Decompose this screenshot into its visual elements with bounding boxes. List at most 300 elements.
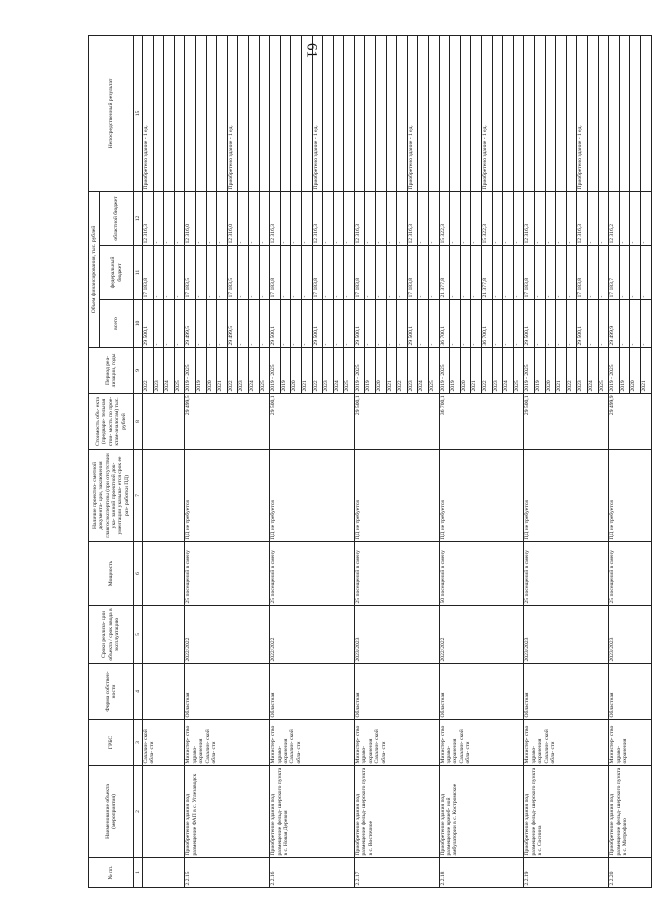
header-cost: Стоимость объ- екта (предвари- тельная стои- мость по прое- ктам-аналогам) тыс. рублей [89, 394, 134, 450]
result-cell [513, 35, 524, 191]
design-docs-cell: ПД не требуется [185, 450, 270, 542]
result-cell [195, 35, 206, 191]
result-cell [323, 35, 334, 191]
result-cell [301, 35, 312, 191]
regional-cell: - [429, 191, 440, 245]
result-cell [492, 35, 503, 191]
period-cell: 2024 [503, 348, 514, 394]
total-cell: - [248, 300, 259, 348]
regional-cell: - [598, 191, 609, 245]
total-cell: 29 500,1 [354, 300, 365, 348]
federal-cell: - [386, 246, 397, 300]
period-cell: 2024 [248, 348, 259, 394]
period-cell: 2023 [238, 348, 249, 394]
federal-cell: - [640, 246, 651, 300]
result-cell [248, 35, 259, 191]
regional-cell: 15 322,3 [482, 191, 493, 245]
federal-cell: - [248, 246, 259, 300]
total-cell: - [598, 300, 609, 348]
regional-cell: - [280, 191, 291, 245]
column-number: 6 [134, 542, 143, 606]
term-cell: 2022/2022 [185, 606, 270, 664]
total-cell: 29 500,1 [270, 300, 281, 348]
total-cell: - [195, 300, 206, 348]
period-cell: 2024 [418, 348, 429, 394]
cost-cell: 36 700,1 [439, 394, 524, 450]
cost-cell [143, 394, 185, 450]
regional-cell: 12 316,3 [312, 191, 323, 245]
period-cell: 2020 [545, 348, 556, 394]
result-cell: Приобретено здание - 1 ед. [227, 35, 238, 191]
capacity-cell: 25 посещений в смену [185, 542, 270, 606]
regional-cell: 12 316,3 [407, 191, 418, 245]
total-cell: - [301, 300, 312, 348]
result-cell [418, 35, 429, 191]
regional-cell: - [640, 191, 651, 245]
regional-cell: - [513, 191, 524, 245]
regional-cell: - [566, 191, 577, 245]
object-name: Приобретение здания под размещение ФАП в с. Углезаводск [185, 766, 270, 858]
row-number: 2.2.18 [439, 858, 524, 888]
federal-cell: - [598, 246, 609, 300]
regional-cell: - [587, 191, 598, 245]
result-cell [460, 35, 471, 191]
federal-cell: 17 183,8 [143, 246, 154, 300]
total-cell: - [217, 300, 228, 348]
period-cell: 2021 [301, 348, 312, 394]
regional-cell: - [195, 191, 206, 245]
period-cell: 2019 - 2025 [609, 348, 620, 394]
total-cell: - [587, 300, 598, 348]
total-cell: - [619, 300, 630, 348]
total-cell: - [280, 300, 291, 348]
header-funding-group: Объем финансирования, тыс. рублей [89, 191, 100, 347]
regional-cell: 12 316,3 [143, 191, 154, 245]
total-cell: - [344, 300, 355, 348]
table-row [143, 35, 154, 887]
result-cell [217, 35, 228, 191]
program-table [88, 35, 652, 888]
header-result: Непосредственный результат [89, 35, 134, 191]
regional-cell: - [259, 191, 270, 245]
regional-cell: - [365, 191, 376, 245]
regional-cell: - [248, 191, 259, 245]
federal-cell: - [164, 246, 175, 300]
ownership-cell: Областная [354, 664, 439, 720]
row-number: 2.2.16 [270, 858, 355, 888]
object-name: Приобретение здания под размещение фельд- шерского пункта в с. Восточное [354, 766, 439, 858]
federal-cell: - [556, 246, 567, 300]
object-name: Приобретение здания под размещение фельд- шерского пункта в с. Митрофано [609, 766, 651, 858]
ownership-cell: Областная [439, 664, 524, 720]
result-cell [259, 35, 270, 191]
total-cell: - [376, 300, 387, 348]
period-cell: 2020 [460, 348, 471, 394]
header-ownership: Форма собствен- ности [89, 664, 134, 720]
regional-cell: - [545, 191, 556, 245]
total-cell: - [492, 300, 503, 348]
period-cell: 2022 [482, 348, 493, 394]
grbs-cell: Министер- ство здраво- охранения Сахалин- ской обла- сти [439, 720, 524, 766]
result-cell [185, 35, 196, 191]
regional-cell: - [323, 191, 334, 245]
total-cell: - [556, 300, 567, 348]
result-cell [566, 35, 577, 191]
capacity-cell [143, 542, 185, 606]
period-cell: 2022 [397, 348, 408, 394]
table-row [354, 35, 365, 887]
period-cell: 2025 [598, 348, 609, 394]
header-design-docs: Наличие проектно- сметной документа- ции, заключения главгосэкспертизы (при отсутствии ука- занной проектной док- ументации указыва- ется срок ее раз- работки ПД) [89, 450, 134, 542]
period-cell: 2022 [312, 348, 323, 394]
term-cell: 2023/2023 [354, 606, 439, 664]
period-cell: 2020 [291, 348, 302, 394]
result-cell [291, 35, 302, 191]
row-number: 2.2.17 [354, 858, 439, 888]
regional-cell: 15 322,3 [439, 191, 450, 245]
total-cell: - [545, 300, 556, 348]
total-cell: - [513, 300, 524, 348]
total-cell: - [206, 300, 217, 348]
row-number: 2.2.15 [185, 858, 270, 888]
total-cell: 29 500,1 [312, 300, 323, 348]
period-cell: 2021 [471, 348, 482, 394]
result-cell [524, 35, 535, 191]
capacity-cell: 25 посещений в смену [609, 542, 651, 606]
total-cell: - [460, 300, 471, 348]
federal-cell: - [365, 246, 376, 300]
grbs-cell: Министер- ство здраво- охранения Сахалин- ской обла- сти [185, 720, 270, 766]
period-cell: 2020 [206, 348, 217, 394]
regional-cell: - [164, 191, 175, 245]
federal-cell: - [460, 246, 471, 300]
term-cell: 2022/2022 [270, 606, 355, 664]
result-cell: Приобретено здание - 1 ед. [577, 35, 588, 191]
period-cell: 2025 [513, 348, 524, 394]
grbs-cell: Министер- ство здраво- охранения [609, 720, 651, 766]
period-cell: 2019 - 2025 [270, 348, 281, 394]
object-name: Приобретение здания под размещение врачеб- ной амбулатории в с. Костромское [439, 766, 524, 858]
total-cell: - [450, 300, 461, 348]
federal-cell: - [619, 246, 630, 300]
header-num: № пп. [89, 858, 134, 888]
header-name: Наименование объекта (мероприятия) [89, 766, 134, 858]
regional-cell: - [238, 191, 249, 245]
federal-cell: - [333, 246, 344, 300]
table-body [143, 35, 652, 887]
result-cell [376, 35, 387, 191]
column-number: 4 [134, 664, 143, 720]
total-cell: - [566, 300, 577, 348]
federal-cell: - [376, 246, 387, 300]
period-cell: 2019 - 2025 [524, 348, 535, 394]
cost-cell: 29 500,1 [524, 394, 609, 450]
federal-cell: - [450, 246, 461, 300]
table-row [609, 35, 620, 887]
header-regional: областной бюджет [100, 191, 134, 245]
design-docs-cell: ПД не требуется [609, 450, 651, 542]
result-cell [587, 35, 598, 191]
object-name: Приобретение здания под размещение фельд- шерского пункта в с. Новая Деревня [270, 766, 355, 858]
federal-cell: 17 183,8 [270, 246, 281, 300]
federal-cell: 21 377,8 [482, 246, 493, 300]
column-number: 1 [134, 858, 143, 888]
total-cell: - [174, 300, 185, 348]
total-cell: 29 500,1 [143, 300, 154, 348]
federal-cell: - [503, 246, 514, 300]
federal-cell: 17 183,8 [577, 246, 588, 300]
regional-cell: - [344, 191, 355, 245]
header-capacity: Мощность [89, 542, 134, 606]
rotated-table-wrapper [88, 36, 647, 888]
period-cell: 2019 [450, 348, 461, 394]
federal-cell: - [534, 246, 545, 300]
table-row [270, 35, 281, 887]
federal-cell: - [545, 246, 556, 300]
federal-cell: - [344, 246, 355, 300]
design-docs-cell: ПД не требуется [270, 450, 355, 542]
total-cell: - [418, 300, 429, 348]
period-cell: 2023 [577, 348, 588, 394]
column-number: 12 [134, 191, 143, 245]
cost-cell: 29 500,1 [354, 394, 439, 450]
grbs-cell: Министер- ство здраво- охранения Сахалин- ской обла- сти [354, 720, 439, 766]
header-term: Сроки реализа- ции объекта / срок ввода в эксплуатацию [89, 606, 134, 664]
federal-cell: - [566, 246, 577, 300]
total-cell: - [397, 300, 408, 348]
column-number: 5 [134, 606, 143, 664]
result-cell [153, 35, 164, 191]
term-cell: 2022/2022 [439, 606, 524, 664]
grbs-cell: Министер- ство здраво- охранения Сахалин- ской обла- сти [524, 720, 609, 766]
ownership-cell: Областная [270, 664, 355, 720]
capacity-cell: 50 посещений в смену [439, 542, 524, 606]
grbs-cell: Сахалин- ской обла- сти [143, 720, 185, 766]
result-cell: Приобретено здание - 1 ед. [143, 35, 154, 191]
regional-cell: - [471, 191, 482, 245]
period-cell: 2022 [227, 348, 238, 394]
result-cell [238, 35, 249, 191]
regional-cell: 12 316,0 [227, 191, 238, 245]
total-cell: - [365, 300, 376, 348]
column-number: 10 [134, 300, 143, 348]
period-cell: 2020 [630, 348, 641, 394]
federal-cell: 17 183,5 [185, 246, 196, 300]
result-cell [386, 35, 397, 191]
period-cell: 2023 [153, 348, 164, 394]
federal-cell: - [587, 246, 598, 300]
result-cell [206, 35, 217, 191]
federal-cell: - [492, 246, 503, 300]
column-number-row [134, 35, 143, 887]
period-cell: 2022 [143, 348, 154, 394]
result-cell [174, 35, 185, 191]
regional-cell: - [217, 191, 228, 245]
header-total: всего [100, 300, 134, 348]
total-cell: 29 500,1 [577, 300, 588, 348]
ownership-cell [143, 664, 185, 720]
result-cell [344, 35, 355, 191]
federal-cell: 17 183,8 [312, 246, 323, 300]
design-docs-cell: ПД не требуется [524, 450, 609, 542]
result-cell [556, 35, 567, 191]
regional-cell: - [492, 191, 503, 245]
federal-cell: 17 183,7 [609, 246, 620, 300]
federal-cell: - [206, 246, 217, 300]
period-cell: 2025 [344, 348, 355, 394]
total-cell: - [291, 300, 302, 348]
period-cell: 2024 [333, 348, 344, 394]
federal-cell: - [418, 246, 429, 300]
header-federal: федеральный бюджет [100, 246, 134, 300]
header-grbs: ГРБС [89, 720, 134, 766]
term-cell: 2023/2023 [524, 606, 609, 664]
federal-cell: 21 377,8 [439, 246, 450, 300]
federal-cell: - [217, 246, 228, 300]
period-cell: 2023 [407, 348, 418, 394]
total-cell: - [429, 300, 440, 348]
federal-cell: - [471, 246, 482, 300]
result-cell [450, 35, 461, 191]
period-cell: 2019 [619, 348, 630, 394]
federal-cell: 17 183,5 [227, 246, 238, 300]
federal-cell: - [195, 246, 206, 300]
total-cell: 29 499,5 [227, 300, 238, 348]
federal-cell: 17 183,8 [524, 246, 535, 300]
regional-cell: 12 316,3 [270, 191, 281, 245]
result-cell: Приобретено здание - 1 ед. [407, 35, 418, 191]
federal-cell: - [301, 246, 312, 300]
total-cell: - [640, 300, 651, 348]
federal-cell: - [259, 246, 270, 300]
regional-cell: - [630, 191, 641, 245]
regional-cell: - [503, 191, 514, 245]
federal-cell: 17 183,8 [407, 246, 418, 300]
total-cell: - [323, 300, 334, 348]
total-cell: - [534, 300, 545, 348]
design-docs-cell: ПД не требуется [354, 450, 439, 542]
regional-cell: - [301, 191, 312, 245]
grbs-cell: Министер- ство здраво- охранения Сахалин- ской обла- сти [270, 720, 355, 766]
period-cell: 2019 [195, 348, 206, 394]
period-cell: 2024 [164, 348, 175, 394]
ownership-cell: Областная [185, 664, 270, 720]
regional-cell: 12 316,3 [577, 191, 588, 245]
column-number: 15 [134, 35, 143, 191]
term-cell: 2023/2023 [609, 606, 651, 664]
table-row [524, 35, 535, 887]
ownership-cell: Областная [609, 664, 651, 720]
row-number: 2.2.19 [524, 858, 609, 888]
total-cell: - [333, 300, 344, 348]
regional-cell: - [397, 191, 408, 245]
period-cell: 2025 [174, 348, 185, 394]
result-cell [534, 35, 545, 191]
regional-cell: - [206, 191, 217, 245]
column-number: 8 [134, 394, 143, 450]
federal-cell: - [291, 246, 302, 300]
result-cell [397, 35, 408, 191]
period-cell: 2023 [323, 348, 334, 394]
period-cell: 2019 - 2025 [439, 348, 450, 394]
result-cell [280, 35, 291, 191]
regional-cell: - [291, 191, 302, 245]
regional-cell: - [174, 191, 185, 245]
total-cell: - [386, 300, 397, 348]
regional-cell: - [556, 191, 567, 245]
result-cell [429, 35, 440, 191]
federal-cell: 17 183,8 [354, 246, 365, 300]
regional-cell: - [418, 191, 429, 245]
object-name: Приобретение здания под размещение фельд- шерского пункта в с. Соснина [524, 766, 609, 858]
federal-cell: - [513, 246, 524, 300]
total-cell: 29 500,1 [407, 300, 418, 348]
period-cell: 2020 [376, 348, 387, 394]
result-cell [365, 35, 376, 191]
federal-cell: - [174, 246, 185, 300]
cost-cell: 29 499,5 [185, 394, 270, 450]
regional-cell: - [333, 191, 344, 245]
cost-cell: 29 499,9 [609, 394, 651, 450]
total-cell: - [503, 300, 514, 348]
capacity-cell: 25 посещений в смену [354, 542, 439, 606]
result-cell [471, 35, 482, 191]
period-cell: 2022 [566, 348, 577, 394]
result-cell [630, 35, 641, 191]
column-number: 9 [134, 348, 143, 394]
column-number: 11 [134, 246, 143, 300]
result-cell [270, 35, 281, 191]
capacity-cell: 25 посещений в смену [524, 542, 609, 606]
period-cell: 2019 - 2025 [185, 348, 196, 394]
total-cell: - [471, 300, 482, 348]
term-cell [143, 606, 185, 664]
federal-cell: - [323, 246, 334, 300]
capacity-cell: 25 посещений в смену [270, 542, 355, 606]
federal-cell: - [238, 246, 249, 300]
regional-cell: 12 316,3 [524, 191, 535, 245]
federal-cell: - [630, 246, 641, 300]
table-row [185, 35, 196, 887]
table-header [89, 35, 143, 887]
federal-cell: - [280, 246, 291, 300]
regional-cell: - [534, 191, 545, 245]
regional-cell: - [460, 191, 471, 245]
design-docs-cell [143, 450, 185, 542]
result-cell [333, 35, 344, 191]
cost-cell: 29 500,1 [270, 394, 355, 450]
total-cell: - [630, 300, 641, 348]
result-cell [545, 35, 556, 191]
total-cell: 29 499,9 [609, 300, 620, 348]
row-number: 2.2.20 [609, 858, 651, 888]
page-number: 61 [303, 43, 320, 58]
regional-cell: - [450, 191, 461, 245]
column-number: 3 [134, 720, 143, 766]
ownership-cell: Областная [524, 664, 609, 720]
result-cell: Приобретено здание - 1 ед. [312, 35, 323, 191]
regional-cell: 12 316,3 [354, 191, 365, 245]
total-cell: - [153, 300, 164, 348]
column-number: 2 [134, 766, 143, 858]
header-period: Период реа- лизации, годы [89, 348, 134, 394]
period-cell: 2019 - 2025 [354, 348, 365, 394]
result-cell [164, 35, 175, 191]
period-cell: 2025 [259, 348, 270, 394]
result-cell [354, 35, 365, 191]
federal-cell: - [429, 246, 440, 300]
regional-cell: 12 316,2 [609, 191, 620, 245]
